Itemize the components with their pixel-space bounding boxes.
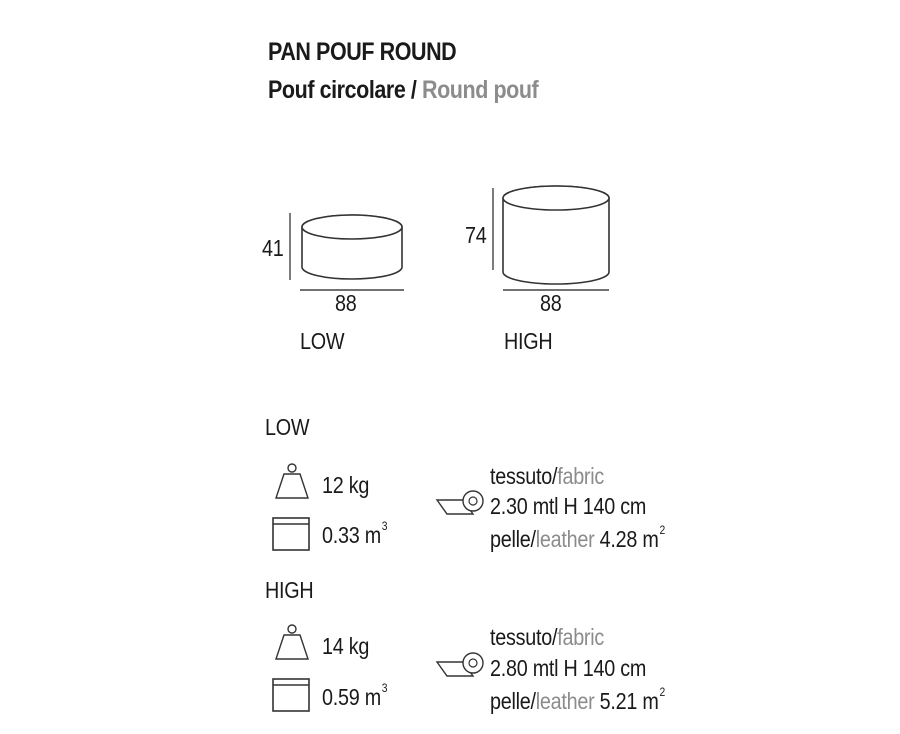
low-weight-value: 12 kg [322,472,370,498]
low-leather-italian: pelle/ [490,526,536,552]
high-leather-exponent: 2 [659,685,665,699]
high-fabric-amount: 2.80 mtl H 140 cm [490,655,647,681]
low-leather-english: leather [535,526,595,552]
high-volume-exponent: 3 [381,681,388,695]
high-specs-heading: HIGH [265,577,314,603]
low-leather-amount: 4.28 m [594,526,659,552]
high-volume-text: 0.59 m [322,684,381,710]
low-fabric-label [490,463,604,490]
page-subtitle [268,76,538,105]
low-width-label: 88 [335,290,357,316]
high-height-label: 74 [465,222,487,248]
high-leather-italian: pelle/ [490,688,536,714]
subtitle-english: Round pouf [421,76,539,104]
low-height-label: 41 [262,235,284,261]
low-fabric-amount: 2.30 mtl H 140 cm [490,493,647,519]
high-fabric-italian: tessuto/ [490,624,558,650]
subtitle-italian: Pouf circolare / [268,76,422,104]
high-fabric-label [490,624,604,651]
page-title: PAN POUF ROUND [268,38,457,66]
fabric-roll-icon [435,650,487,680]
low-fabric-english: fabric [557,463,605,489]
high-pouf-diagram [485,180,615,300]
high-leather-line [490,685,665,715]
low-volume-text: 0.33 m [322,522,381,548]
box-icon [271,515,313,551]
box-icon [271,676,313,712]
high-leather-english: leather [535,688,595,714]
high-weight-value: 14 kg [322,633,370,659]
high-leather-amount: 5.21 m [594,688,659,714]
low-volume-value [322,519,388,549]
low-specs-heading: LOW [265,414,310,440]
low-volume-exponent: 3 [381,519,388,533]
weight-icon [272,462,312,500]
low-diagram-name: LOW [300,328,345,354]
low-fabric-italian: tessuto/ [490,463,558,489]
low-leather-line [490,523,665,553]
fabric-roll-icon [435,488,487,518]
low-leather-exponent: 2 [659,523,665,537]
high-width-label: 88 [540,290,562,316]
high-fabric-english: fabric [557,624,605,650]
high-volume-value [322,681,388,711]
weight-icon [272,623,312,661]
high-diagram-name: HIGH [504,328,553,354]
